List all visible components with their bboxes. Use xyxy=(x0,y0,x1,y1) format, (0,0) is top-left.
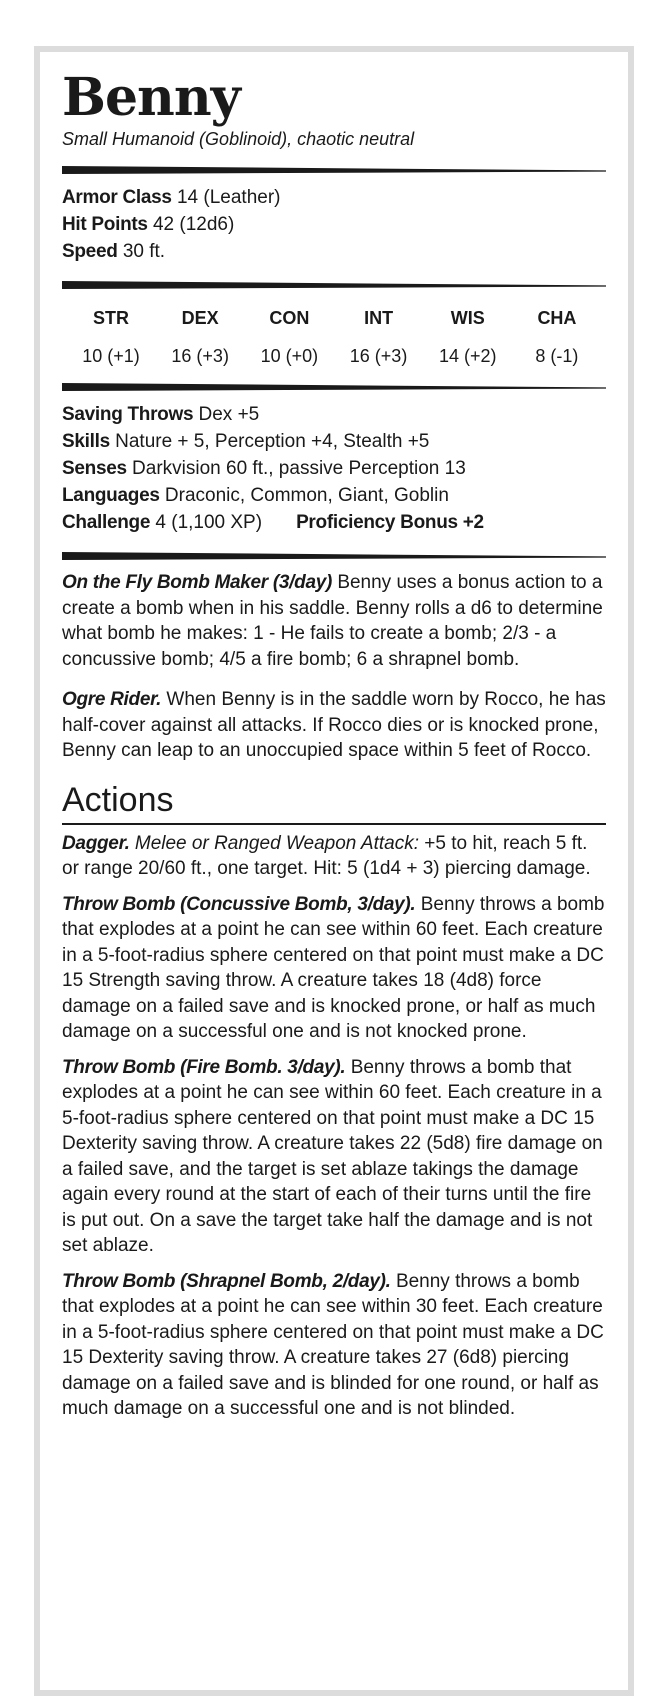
action xyxy=(62,1269,606,1422)
languages xyxy=(62,482,606,509)
saving-throws-value: Dex +5 xyxy=(198,404,260,425)
hit-points-value: 42 (12d6) xyxy=(152,214,235,235)
challenge-value: 4 (1,100 XP) xyxy=(155,512,263,533)
action xyxy=(62,1055,606,1259)
trait-text: When Benny is in the saddle worn by Rocco, he has half-cover against all attacks. If Rocco dies or is knocked prone, Benny can leap to an unoccupied space within 5 feet of Rocco. xyxy=(62,689,606,761)
creature-type: Small Humanoid (Goblinoid), chaotic neutral xyxy=(62,129,415,149)
actions-section xyxy=(62,831,606,1422)
stat-block-frame xyxy=(34,46,634,1696)
ability-dex xyxy=(157,307,243,367)
challenge xyxy=(62,509,606,536)
ability-str xyxy=(68,307,154,367)
action-text: Benny throws a bomb that explodes at a point he can see within 60 feet. Each creature in a 5-foot-radius sphere centered on that point must make a DC 15 Strength saving throw. A creature takes 18 (4d8) force damage on a failed save and is knocked prone, or half as much damage on a successful one and is not knocked prone. xyxy=(62,893,605,1042)
action xyxy=(62,892,606,1045)
divider-rule xyxy=(62,383,606,391)
ability-value: 8 (-1) xyxy=(535,346,579,366)
ability-con xyxy=(246,307,332,367)
creature-name: Benny xyxy=(62,67,240,128)
divider-rule xyxy=(62,281,606,289)
speed-label: Speed xyxy=(62,241,118,262)
action-title: Throw Bomb (Shrapnel Bomb, 2/day). xyxy=(62,1270,391,1292)
ability-name: CON xyxy=(269,308,310,328)
senses-label: Senses xyxy=(62,458,127,479)
ability-name: INT xyxy=(364,308,394,328)
hit-points-label: Hit Points xyxy=(62,214,148,235)
ability-value: 16 (+3) xyxy=(349,346,408,366)
ability-int xyxy=(336,307,422,367)
action-text: Benny throws a bomb that explodes at a point he can see within 30 feet. Each creature in a 5-foot-radius sphere centered on that point must make a DC 15 Dexterity saving throw. A creature takes 27 (6d8) piercing damage on a failed save and is blinded for one round, or half as much damage on a successful one and is not blinded. xyxy=(62,1270,604,1419)
action-title: Dagger. xyxy=(62,832,130,854)
ability-value: 10 (+1) xyxy=(82,346,140,366)
ability-name: CHA xyxy=(537,308,577,328)
challenge-label: Challenge xyxy=(62,512,151,533)
divider-rule xyxy=(62,166,606,174)
stat-block xyxy=(62,68,606,1432)
saving-throws xyxy=(62,401,606,428)
ability-name: STR xyxy=(93,308,129,328)
trait xyxy=(62,687,606,764)
armor-class xyxy=(62,184,606,211)
action xyxy=(62,831,606,882)
ability-name: WIS xyxy=(450,308,485,328)
ability-cha xyxy=(514,307,600,367)
skills-value: Nature + 5, Perception +4, Stealth +5 xyxy=(115,431,430,452)
traits-section xyxy=(62,570,606,764)
skills xyxy=(62,428,606,455)
trait-title: Ogre Rider. xyxy=(62,689,162,710)
attack-type: Melee or Ranged Weapon Attack: xyxy=(134,832,419,854)
senses xyxy=(62,455,606,482)
ability-name: DEX xyxy=(181,308,219,328)
proficiency-bonus: Proficiency Bonus +2 xyxy=(296,512,484,533)
ability-value: 16 (+3) xyxy=(171,346,229,366)
skills-label: Skills xyxy=(62,431,110,452)
languages-label: Languages xyxy=(62,485,160,506)
armor-class-label: Armor Class xyxy=(62,187,172,208)
armor-class-value: 14 (Leather) xyxy=(176,187,281,208)
ability-wis xyxy=(425,307,511,367)
hit-points xyxy=(62,211,606,238)
senses-value: Darkvision 60 ft., passive Perception 13 xyxy=(132,458,466,479)
action-title: Throw Bomb (Concussive Bomb, 3/day). xyxy=(62,893,416,915)
speed xyxy=(62,238,606,265)
action-title: Throw Bomb (Fire Bomb. 3/day). xyxy=(62,1056,346,1078)
ability-scores xyxy=(62,307,606,367)
action-text: +5 to hit, reach 5 ft. or range 20/60 ft., one target. Hit: 5 (1d4 + 3) piercing damage. xyxy=(62,832,591,879)
trait-title: On the Fly Bomb Maker (3/day) xyxy=(62,572,333,593)
divider-rule xyxy=(62,552,606,560)
ability-value: 10 (+0) xyxy=(260,346,319,366)
speed-value: 30 ft. xyxy=(122,241,166,262)
actions-heading: Actions xyxy=(62,779,606,825)
saving-throws-label: Saving Throws xyxy=(62,404,194,425)
ability-value: 14 (+2) xyxy=(438,346,497,366)
trait xyxy=(62,570,606,672)
trait-text: Benny uses a bonus action to a create a bomb when in his saddle. Benny rolls a d6 to determine what bomb he makes: 1 - He fails to create a bomb; 2/3 - a concussive bomb; 4/5 a fire bomb; 6 a shrapnel bomb. xyxy=(62,572,603,670)
languages-value: Draconic, Common, Giant, Goblin xyxy=(164,485,449,506)
action-text: Benny throws a bomb that explodes at a point he can see within 60 feet. Each creature in a 5-foot-radius sphere centered on that point must make a DC 15 Dexterity saving throw. A creature takes 22 (5d8) fire damage on a failed save, and the target is set ablaze takings the damage again every round at the start of each of their turns until the fire is put out. On a save the target take half the damage and is not set ablaze. xyxy=(62,1056,603,1256)
